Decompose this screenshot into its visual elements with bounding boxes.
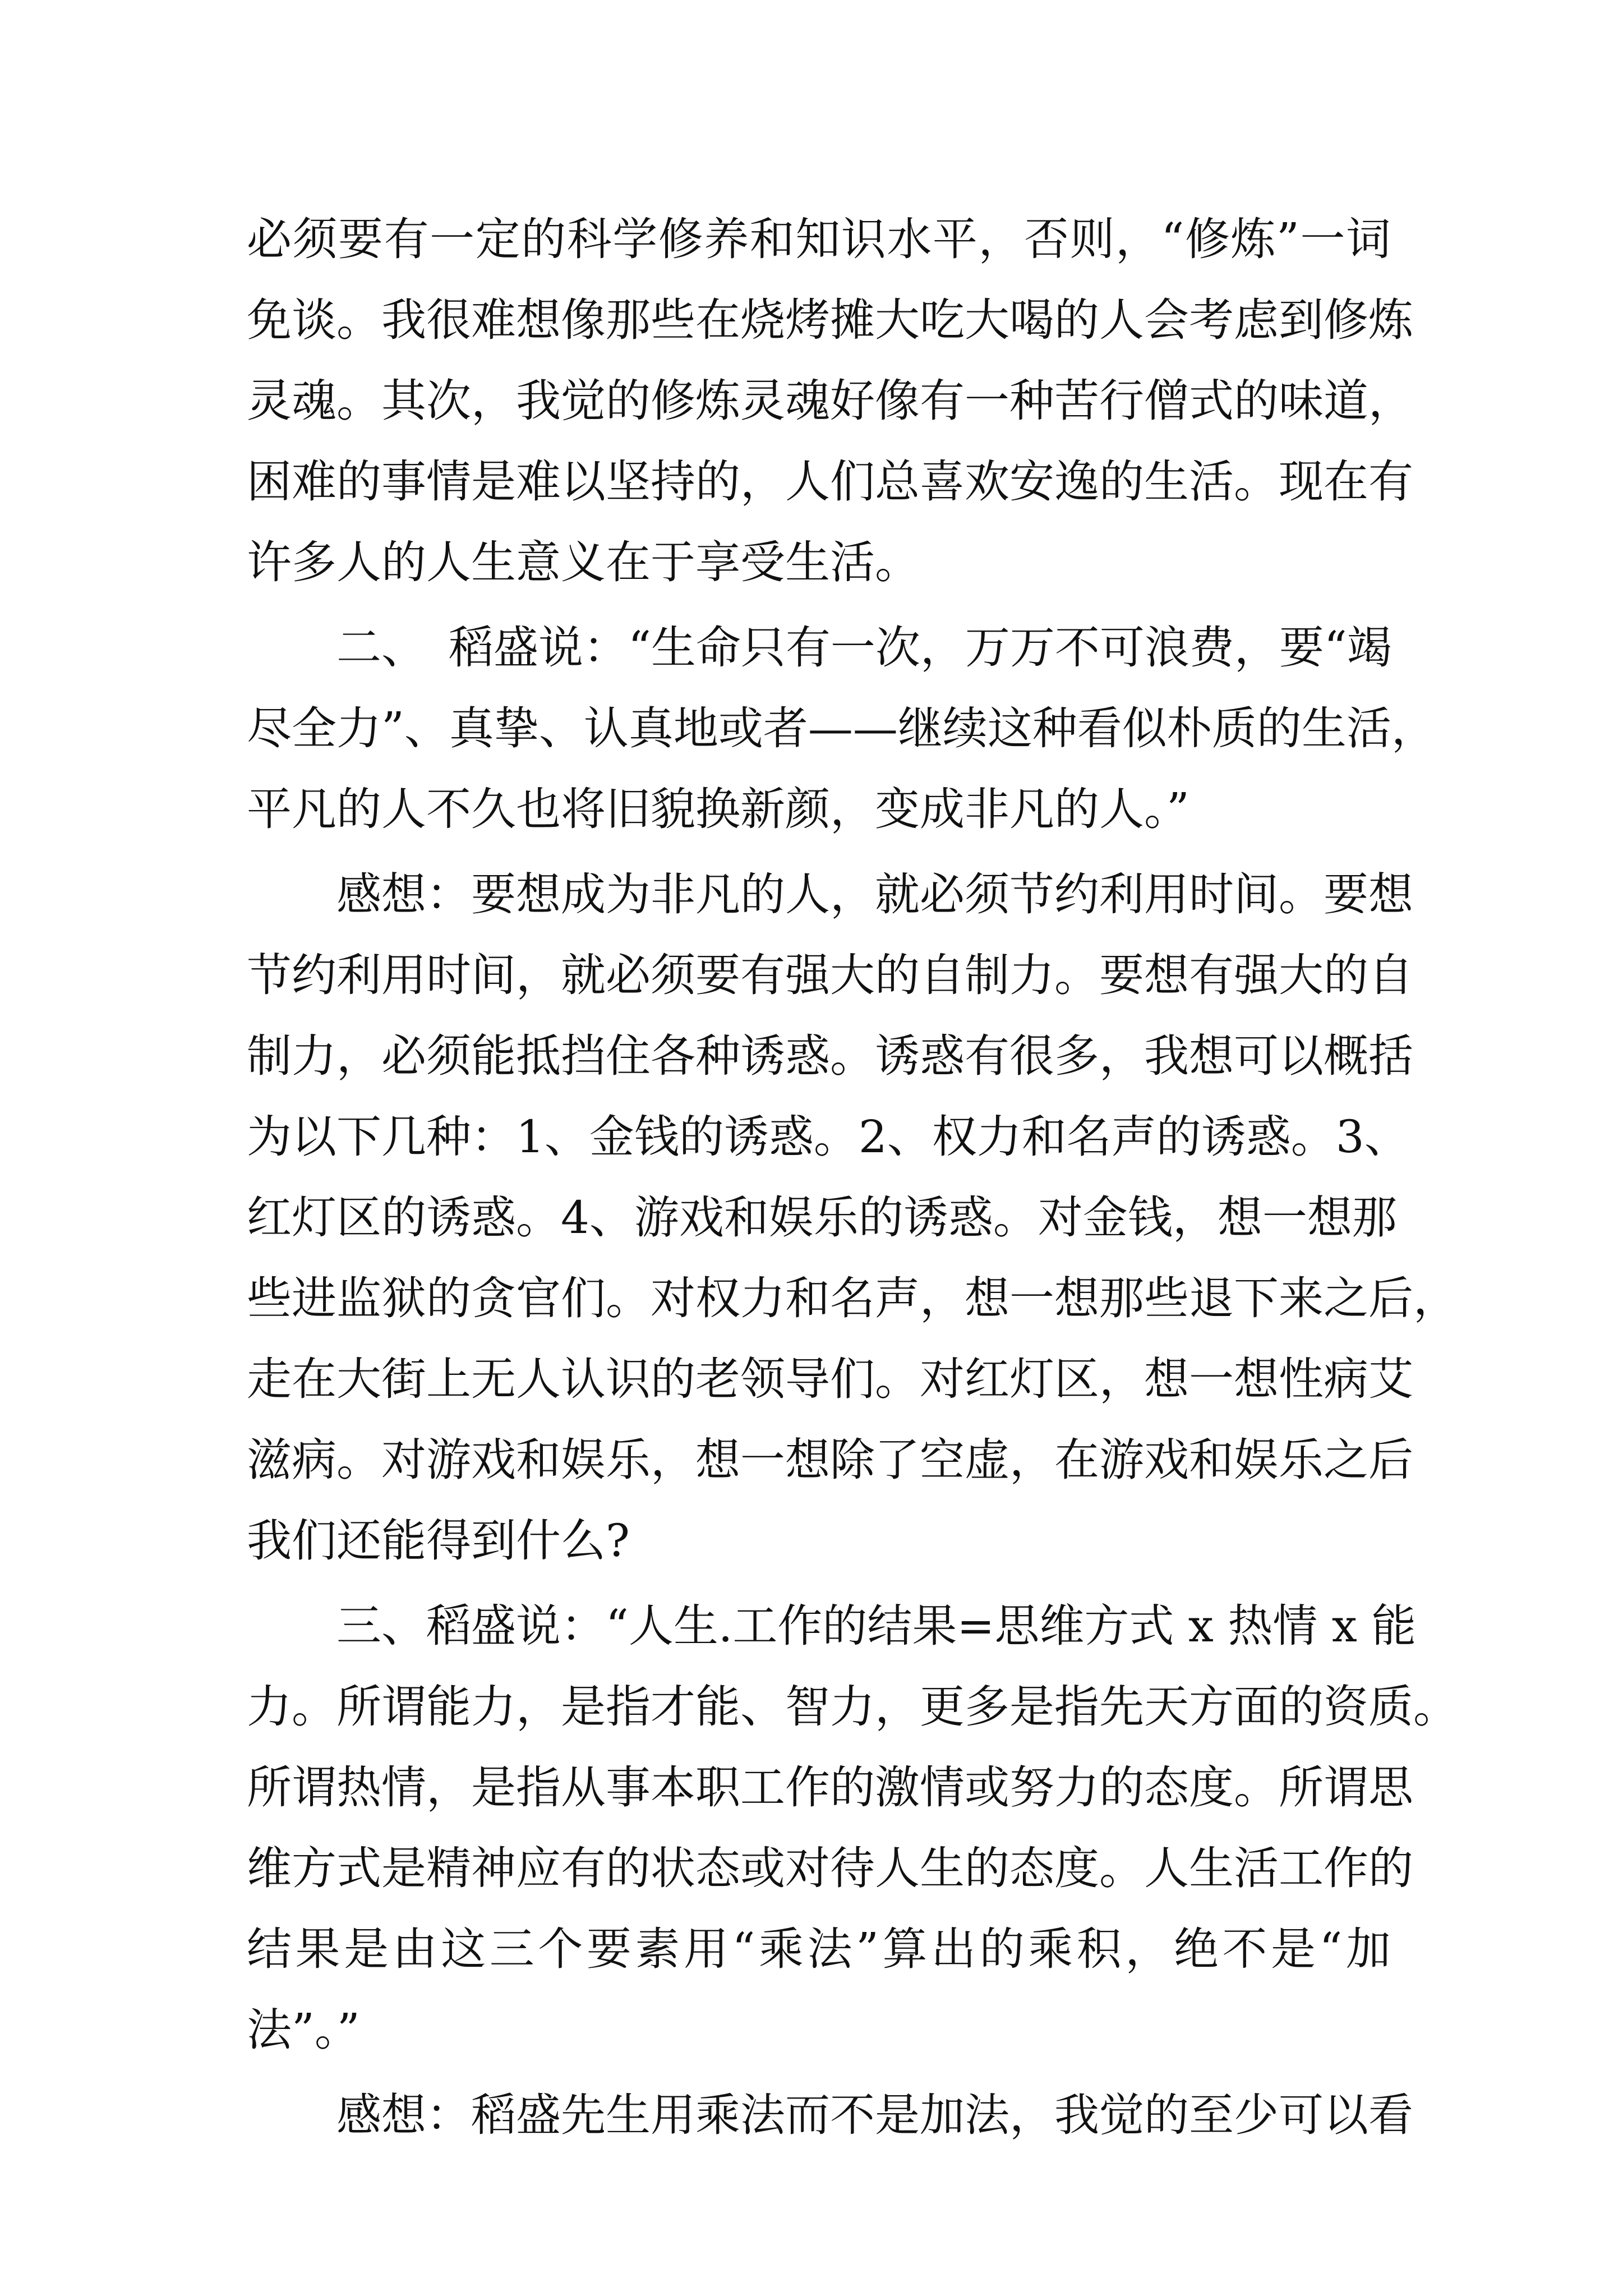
text-line: 尽全力”、真挚、认真地或者——继续这种看似朴质的生活， (247, 702, 1436, 754)
text-line: 平凡的人不久也将旧貌换新颜，变成非凡的人。” (247, 783, 1189, 835)
text-line: 些进监狱的贪官们。对权力和名声，想一想那些退下来之后， (247, 1272, 1458, 1324)
text-line: 灵魂。其次，我觉的修炼灵魂好像有一种苦行僧式的味道， (247, 375, 1413, 427)
text-line: 法”。” (247, 2004, 360, 2056)
text-line: 困难的事情是难以坚持的，人们总喜欢安逸的生活。现在有 (247, 455, 1413, 508)
text-line: 感想：稻盛先生用乘法而不是加法，我觉的至少可以看 (247, 2089, 1413, 2141)
text-line: 免谈。我很难想像那些在烧烤摊大吃大喝的人会考虑到修炼 (247, 294, 1413, 346)
paragraph-2 (247, 608, 1436, 850)
paragraph-1 (247, 199, 1413, 603)
text-line: 感想：要想成为非凡的人，就必须节约利用时间。要想 (247, 868, 1413, 921)
text-line: 必须要有一定的科学修养和知识水平，否则，“修炼”一词 (247, 213, 1391, 265)
text-line: 节约利用时间，就必须要有强大的自制力。要想有强大的自 (247, 949, 1413, 1001)
text-line: 滋病。对游戏和娱乐，想一想除了空虚，在游戏和娱乐之后 (247, 1434, 1413, 1486)
text-line: 我们还能得到什么? (247, 1515, 630, 1567)
text-line: 三、稻盛说：“人生.工作的结果=思维方式 x 热情 x 能 (247, 1600, 1417, 1652)
text-line: 制力，必须能抵挡住各种诱惑。诱惑有很多，我想可以概括 (247, 1030, 1413, 1082)
paragraph-3 (247, 854, 1458, 1581)
text-line: 许多人的人生意义在于享受生活。 (247, 536, 920, 588)
text-line: 走在大街上无人认识的老领导们。对红灯区，想一想性病艾 (247, 1353, 1413, 1405)
text-line: 红灯区的诱惑。4、游戏和娱乐的诱惑。对金钱，想一想那 (247, 1191, 1397, 1244)
text-line: 为以下几种：1、金钱的诱惑。2、权力和名声的诱惑。3、 (247, 1111, 1409, 1163)
text-line: 二、 稻盛说：“生命只有一次，万万不可浪费，要“竭 (247, 622, 1392, 674)
paragraph-4 (247, 1586, 1458, 2070)
text-line: 结果是由这三个要素用“乘法”算出的乘积，绝不是“加 (247, 1923, 1391, 1975)
text-line: 力。所谓能力，是指才能、智力，更多是指先天方面的资质。 (247, 1681, 1458, 1733)
document-body (247, 199, 1458, 2156)
text-line: 所谓热情，是指从事本职工作的激情或努力的态度。所谓思 (247, 1761, 1413, 1814)
paragraph-5 (247, 2075, 1413, 2156)
text-line: 维方式是精神应有的状态或对待人生的态度。人生活工作的 (247, 1842, 1413, 1894)
